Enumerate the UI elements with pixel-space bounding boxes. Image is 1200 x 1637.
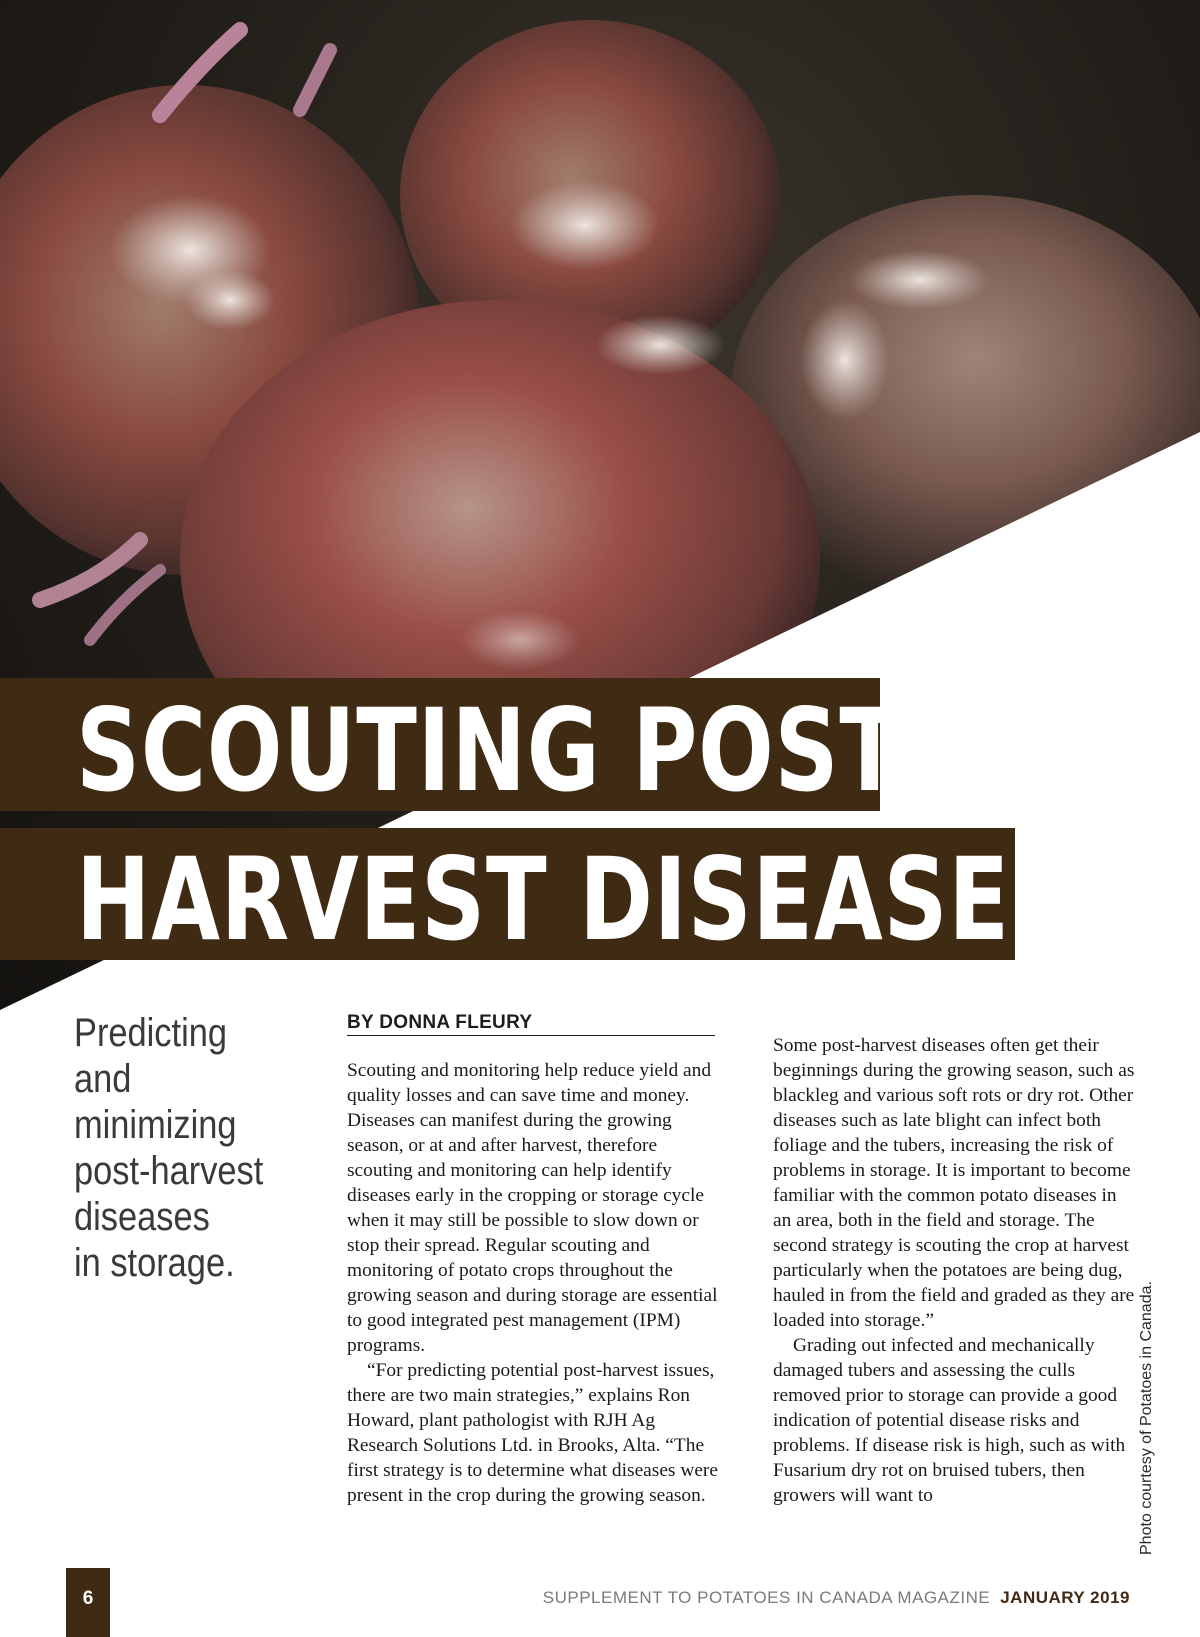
body-paragraph: Scouting and monitoring help reduce yield and quality losses and can save time and money. Diseases can manifest during the growing season, or at and after harvest, therefore scouting and monitoring can help identify diseases early in the cropping or storage cycle when it may still be possible to slow down or stop their spread. Regular scouting and monitoring of potato crops throughout the growing season and during storage are essential to good integrated pest management (IPM) programs. <box>347 1060 718 1356</box>
deck-line: in storage. <box>74 1241 235 1285</box>
body-paragraph: “For predicting potential post-harvest issues, there are two main strategies,” explains Ron Howard, plant pathologist with RJH Ag Research Solutions Ltd. in Brooks, Alta. “The first strategy is to determine what diseases were present in the crop during the growing season. <box>347 1360 718 1506</box>
running-footer <box>543 1588 1130 1608</box>
deck-line: post-harvest <box>74 1149 264 1193</box>
deck-line: minimizing <box>74 1103 237 1147</box>
headline-line-1: SCOUTING POST- <box>76 684 926 817</box>
body-paragraph: Some post-harvest diseases often get their beginnings during the growing season, such as blackleg and various soft rots or dry rot. Other diseases such as late blight can infect both foliage and the tubers, increasing the risk of problems in storage. It is important to become familiar with the common potato diseases in an area, both in the field and storage. The second strategy is scouting the crop at harvest particularly when the potatoes are being dug, hauled in from the field and graded as they are loaded into storage.” <box>773 1035 1135 1331</box>
author-byline: BY DONNA FLEURY <box>347 1012 715 1036</box>
body-column-1 <box>347 1058 719 1508</box>
photo-credit: Photo courtesy of Potatoes in Canada. <box>1138 1281 1155 1555</box>
body-paragraph: Grading out infected and mechanically damaged tubers and assessing the culls removed prior to storage can provide a good indication of potential disease risks and problems. If disease risk is high, such as with Fusarium dry rot on bruised tubers, then growers will want to <box>773 1335 1126 1506</box>
deck-line: diseases <box>74 1195 210 1239</box>
headline-line-2: HARVEST DISEASES <box>76 833 1075 966</box>
page-number: 6 <box>66 1568 110 1637</box>
article-deck <box>74 1010 272 1286</box>
publication-name: SUPPLEMENT TO POTATOES IN CANADA MAGAZINE <box>542 1588 991 1607</box>
issue-date: JANUARY 2019 <box>1000 1588 1130 1607</box>
body-column-2 <box>773 1033 1137 1508</box>
deck-line: Predicting and <box>74 1011 227 1101</box>
